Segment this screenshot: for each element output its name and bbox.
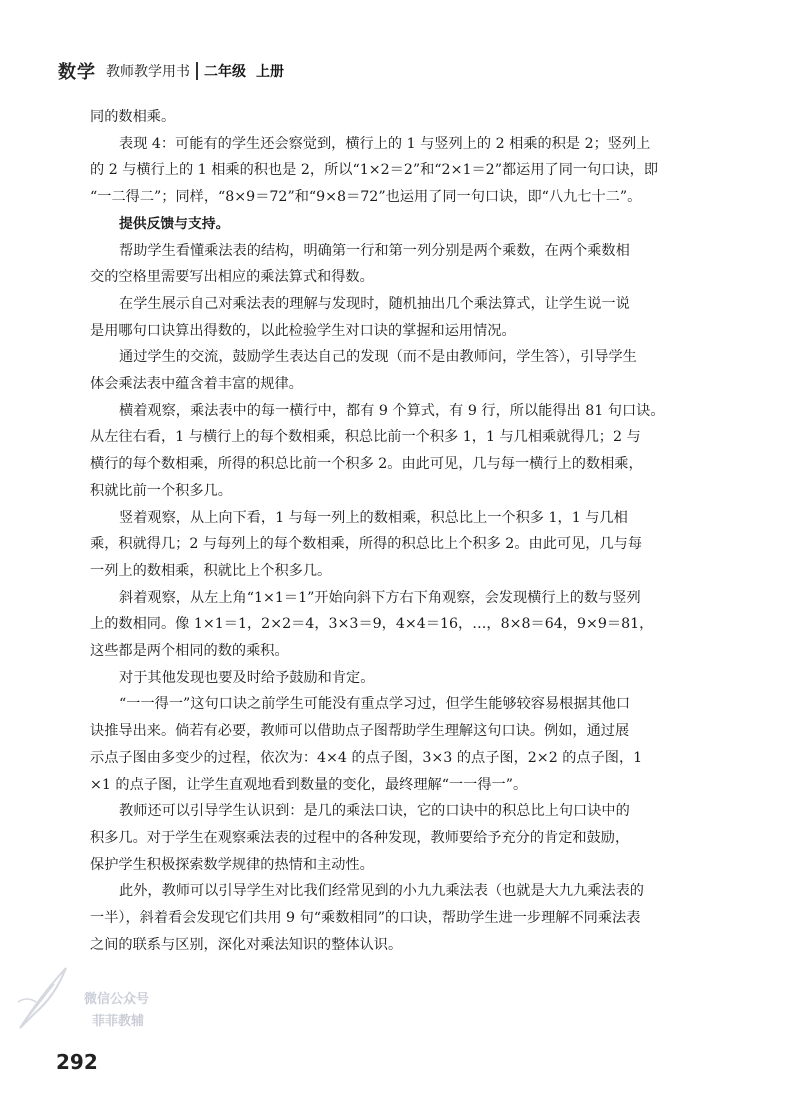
text-line: 横行的每个数相乘，所得的积总比前一个积多 2。由此可见，几与每一横行上的数相乘， xyxy=(90,456,643,473)
header-subtitle: 教师教学用书 xyxy=(106,64,190,80)
text-line: 积多几。对于学生在观察乘法表的过程中的各种发现，教师要给予充分的肯定和鼓励， xyxy=(90,829,630,846)
text-line: 上的数相同。像 1×1＝1，2×2＝4，3×3＝9，4×4＝16，…，8×8＝64，9×9＝81， xyxy=(90,616,654,633)
text-line: 诀推导出来。倘若有必要，教师可以借助点子图帮助学生理解这句口诀。例如，通过展 xyxy=(90,723,630,740)
text-line: 示点子图由多变少的过程，依次为：4×4 的点子图，3×3 的点子图，2×2 的点子图，1 xyxy=(90,749,643,766)
text-line: 从左往右看，1 与横行上的每个数相乘，积总比前一个积多 1，1 与几相乘就得几；2 与 xyxy=(90,429,641,446)
text-line: 是用哪句口诀算出得数的，以此检验学生对口诀的掌握和运用情况。 xyxy=(90,322,516,339)
page-number: 292 xyxy=(56,1050,98,1074)
section-heading: 提供反馈与支持。 xyxy=(119,215,230,232)
text-line: 保护学生积极探索数学规律的热情和主动性。 xyxy=(90,856,374,873)
text-line: 积就比前一个积多几。 xyxy=(90,482,232,499)
text-line: “一一得一”这句口诀之前学生可能没有重点学习过，但学生能够较容易根据其他口 xyxy=(119,696,631,713)
text-line: 通过学生的交流，鼓励学生表达自己的发现（而不是由教师问，学生答），引导学生 xyxy=(119,349,637,366)
header-volume: 上册 xyxy=(256,64,284,80)
text-line: 表现 4：可能有的学生还会察觉到，横行上的 1 与竖列上的 2 相乘的积是 2；竖列上 xyxy=(119,135,651,152)
watermark-line-2: 菲菲教辅 xyxy=(92,1014,145,1029)
text-line: 竖着观察，从上向下看，1 与每一列上的数相乘，积总比上一个积多 1，1 与几相 xyxy=(119,509,628,526)
text-line: 同的数相乘。 xyxy=(90,109,176,125)
page-header xyxy=(54,58,284,84)
text-line: 横着观察，乘法表中的每一横行中，都有 9 个算式，有 9 行，所以能得出 81 句口诀。 xyxy=(119,402,665,419)
text-line: 在学生展示自己对乘法表的理解与发现时，随机抽出几个乘法算式，让学生说一说 xyxy=(119,295,630,312)
text-line: “一二得二”；同样，“8×9＝72”和“9×8＝72”也运用了同一句口诀，即“八九七十二”。 xyxy=(90,189,642,206)
text-line: 斜着观察，从左上角“1×1＝1”开始向斜下方右下角观察，会发现横行上的数与竖列 xyxy=(119,589,641,606)
text-line: 教师还可以引导学生认识到：是几的乘法口诀，它的口诀中的积总比上句口诀中的 xyxy=(119,803,630,820)
text-line: 对于其他发现也要及时给予鼓励和肯定。 xyxy=(119,669,375,686)
header-logo: 数学 xyxy=(54,59,100,83)
header-divider xyxy=(196,62,198,80)
text-line: 之间的联系与区别，深化对乘法知识的整体认识。 xyxy=(90,936,403,953)
text-line: 帮助学生看懂乘法表的结构，明确第一行和第一列分别是两个乘数，在两个乘数相 xyxy=(119,242,630,259)
text-line: 体会乘法表中蕴含着丰富的规律。 xyxy=(90,376,303,393)
header-grade: 二年级 xyxy=(204,64,246,80)
text-line: 一列上的数相乘，积就比上个积多几。 xyxy=(90,562,332,579)
text-line: 这些都是两个相同的数的乘积。 xyxy=(90,643,289,660)
watermark xyxy=(14,962,150,1032)
text-line: 此外，教师可以引导学生对比我们经常见到的小九九乘法表（也就是大九九乘法表的 xyxy=(119,883,644,900)
text-line: ×1 的点子图，让学生直观地看到数量的变化，最终理解“一一得一”。 xyxy=(90,776,528,793)
text-line: 乘，积就得几；2 与每列上的每个数相乘，所得的积总比上个积多 2。由此可见，几与每 xyxy=(90,536,643,553)
text-line: 一半），斜着看会发现它们共用 9 句“乘数相同”的口诀，帮助学生进一步理解不同乘法表 xyxy=(90,910,641,927)
watermark-line-1: 微信公众号 xyxy=(84,992,150,1007)
feather-icon xyxy=(14,962,74,1032)
text-line: 的 2 与横行上的 1 相乘的积也是 2，所以“1×2＝2”和“2×1＝2”都运用了同一句口诀，即 xyxy=(90,162,659,179)
text-line: 交的空格里需要写出相应的乘法算式和得数。 xyxy=(90,269,374,286)
body-text xyxy=(90,104,730,959)
